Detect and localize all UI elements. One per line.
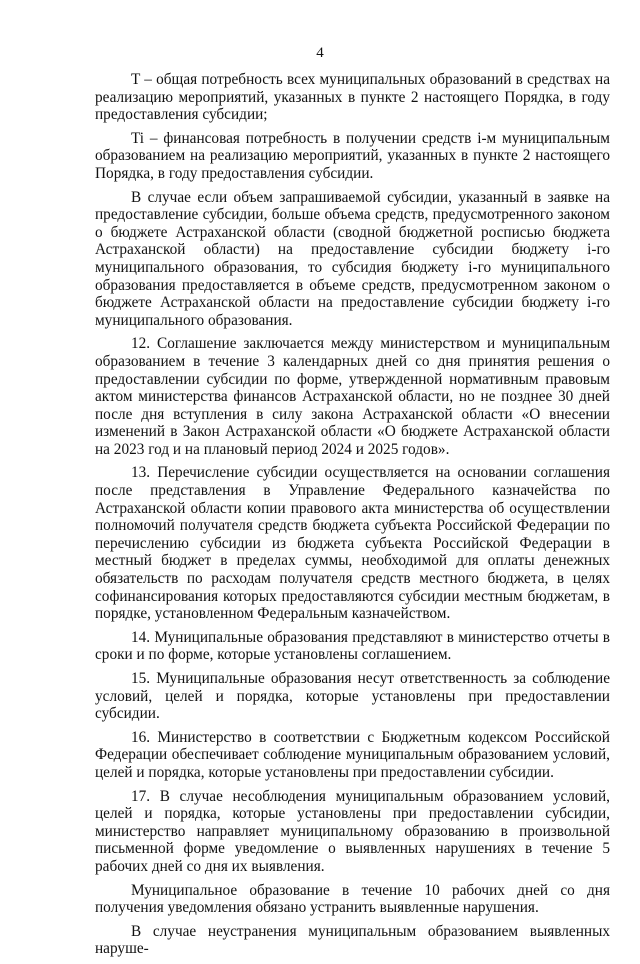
paragraph-item-14: 14. Муниципальные образования представляют в министерство отчеты в сроки и по форме, которые установлены соглашением. bbox=[95, 628, 610, 664]
paragraph-non-remedy: В случае неустранения муниципальным образованием выявленных наруше- bbox=[95, 922, 610, 958]
paragraph-subsidy-volume: В случае если объем запрашиваемой субсидии, указанный в заявке на предоставление субсидии, больше объема средств, предусмотренного законом о бюджете Астраханской области (сводной бюджетной росписью бюджета Астраханской области) на предоставление субсидии бюджету i-го муниципального образования, то субсидия бюджету i-го муниципального образования предоставляется в объеме средств, предусмотренном законом о бюджете Астраханской области на предоставление субсидии бюджету i-го муниципального образования. bbox=[95, 188, 610, 329]
document-body bbox=[95, 71, 610, 964]
paragraph-item-15: 15. Муниципальные образования несут ответственность за соблюдение условий, целей и порядка, которые установлены при предоставлении субсидии. bbox=[95, 670, 610, 723]
paragraph-item-12: 12. Соглашение заключается между министерством и муниципальным образованием в течение 3 календарных дней со дня принятия решения о предоставлении субсидии по форме, утвержденной нормативным правовым актом министерства финансов Астраханской области, но не позднее 30 дней после дня вступления в силу закона Астраханской области «О внесении изменений в Закон Астраханской области «О бюджете Астраханской области на 2023 год и на плановый период 2024 и 2025 годов». bbox=[95, 335, 610, 458]
paragraph-item-17: 17. В случае несоблюдения муниципальным образованием условий, целей и порядка, которые установлены при предоставлении субсидии, министерство направляет муниципальному образованию в произвольной письменной форме уведомление о выявленных нарушениях в течение 5 рабочих дней со дня их выявления. bbox=[95, 787, 610, 875]
paragraph-t-definition: T – общая потребность всех муниципальных образований в средствах на реализацию мероприятий, указанных в пункте 2 настоящего Порядка, в году предоставления субсидии; bbox=[95, 71, 610, 124]
paragraph-ti-definition: Ti – финансовая потребность в получении средств i-м муниципальным образованием на реализацию мероприятий, указанных в пункте 2 настоящего Порядка, в году предоставления субсидии. bbox=[95, 129, 610, 182]
paragraph-item-16: 16. Министерство в соответствии с Бюджетным кодексом Российской Федерации обеспечивает соблюдение муниципальным образованием условий, целей и порядка, которые установлены при предоставлении субсидии. bbox=[95, 728, 610, 781]
paragraph-remedy-deadline: Муниципальное образование в течение 10 рабочих дней со дня получения уведомления обязано устранить выявленные нарушения. bbox=[95, 881, 610, 917]
page-number: 4 bbox=[316, 45, 324, 61]
paragraph-item-13: 13. Перечисление субсидии осуществляется на основании соглашения после представления в Управление Федерального казначейства по Астраханской области копии правового акта министерства об осуществлении полномочий получателя средств бюджета субъекта Российской Федерации по перечислению субсидии из бюджета субъекта Российской Федерации в местный бюджет в пределах суммы, необходимой для оплаты денежных обязательств по расходам получателя средств местного бюджета, в целях софинансирования которых предоставляются субсидии местным бюджетам, в порядке, установленном Федеральным казначейством. bbox=[95, 464, 610, 623]
